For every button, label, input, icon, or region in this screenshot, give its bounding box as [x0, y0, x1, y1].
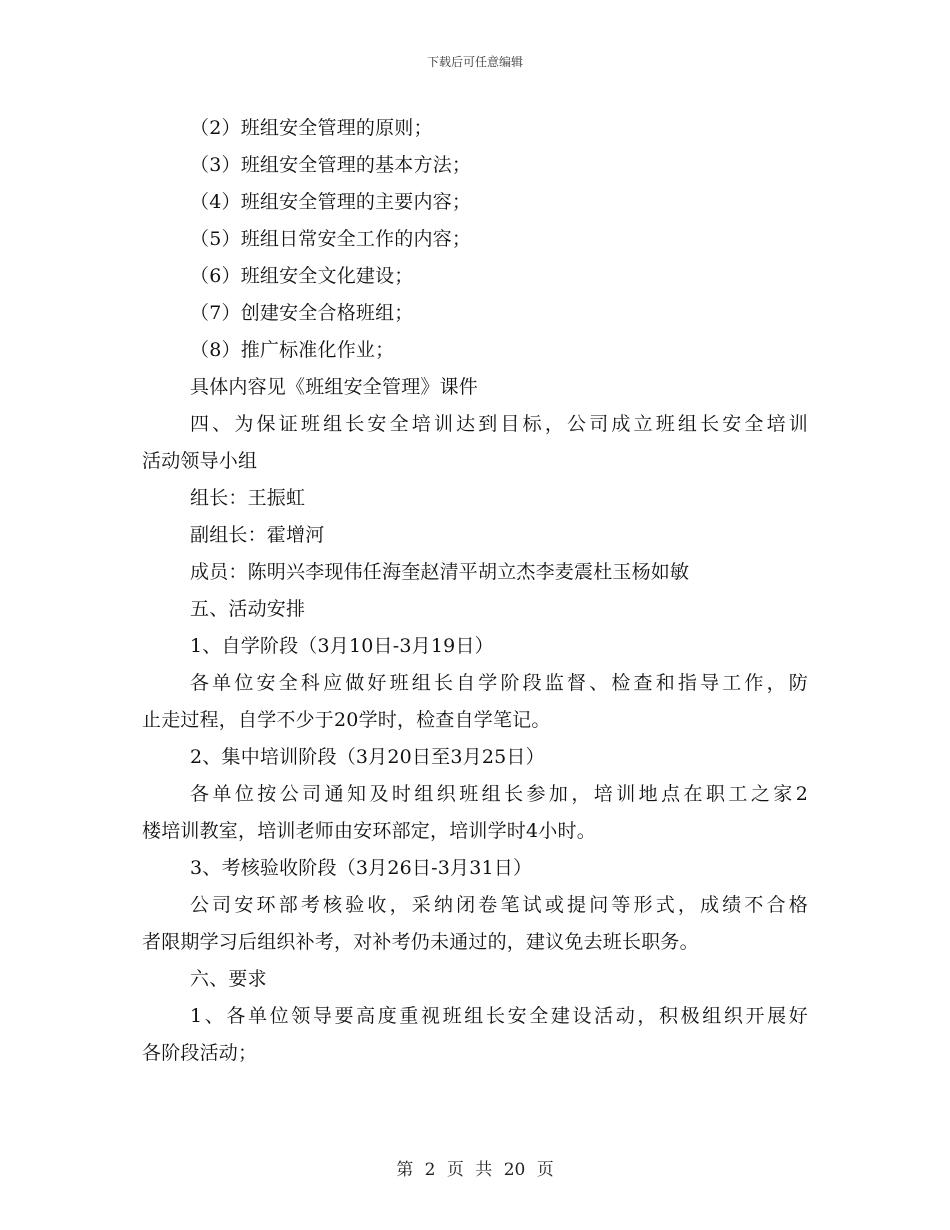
paragraph-team-leader: 组长：王振虹	[190, 487, 306, 509]
paragraph-members: 成员：陈明兴李现伟任海奎赵清平胡立杰李麦震杜玉杨如敏	[190, 561, 690, 583]
subheading-assessment: 3、考核验收阶段（3月26日-3月31日）	[190, 857, 533, 879]
paragraph-requirement-line2: 各阶段活动；	[142, 1042, 258, 1064]
page-number-footer: 第 2 页 共 20 页	[396, 1160, 554, 1180]
list-item-qualified-team: （7）创建安全合格班组；	[190, 302, 414, 324]
paragraph-assessment-line1: 公司安环部考核验收，采纳闭卷笔试或提问等形式，成绩不合格	[190, 894, 808, 916]
section-heading-four-line2: 活动领导小组	[142, 450, 258, 472]
section-heading-five: 五、活动安排	[190, 598, 306, 620]
list-item-principles: （2）班组安全管理的原则；	[190, 117, 433, 139]
paragraph-self-study-line2: 止走过程，自学不少于20学时，检查自学笔记。	[142, 709, 551, 731]
paragraph-deputy-leader: 副组长：霍增河	[190, 524, 325, 546]
subheading-self-study: 1、自学阶段（3月10日-3月19日）	[190, 635, 494, 657]
subheading-centralized-training: 2、集中培训阶段（3月20日至3月25日）	[190, 746, 545, 768]
document-body	[142, 110, 808, 1072]
paragraph-assessment-line2: 者限期学习后组织补考，对补考仍未通过的，建议免去班长职务。	[142, 931, 699, 953]
list-item-standardization: （8）推广标准化作业；	[190, 339, 395, 361]
list-item-basic-methods: （3）班组安全管理的基本方法；	[190, 154, 472, 176]
section-heading-six: 六、要求	[190, 968, 267, 990]
paragraph-courseware-note: 具体内容见《班组安全管理》课件	[190, 376, 479, 398]
list-item-safety-culture: （6）班组安全文化建设；	[190, 265, 414, 287]
section-heading-four-line1: 四、为保证班组长安全培训达到目标，公司成立班组长安全培训	[190, 413, 808, 435]
list-item-main-content: （4）班组安全管理的主要内容；	[190, 191, 472, 213]
paragraph-training-line2: 楼培训教室，培训老师由安环部定，培训学时4小时。	[142, 820, 596, 842]
paragraph-self-study-line1: 各单位安全科应做好班组长自学阶段监督、检查和指导工作，防	[190, 672, 808, 694]
paragraph-training-line1: 各单位按公司通知及时组织班组长参加，培训地点在职工之家2	[190, 783, 808, 805]
page-header-note: 下载后可任意编辑	[426, 55, 523, 69]
list-item-daily-work: （5）班组日常安全工作的内容；	[190, 228, 472, 250]
paragraph-requirement-line1: 1、各单位领导要高度重视班组长安全建设活动，积极组织开展好	[190, 1005, 808, 1027]
